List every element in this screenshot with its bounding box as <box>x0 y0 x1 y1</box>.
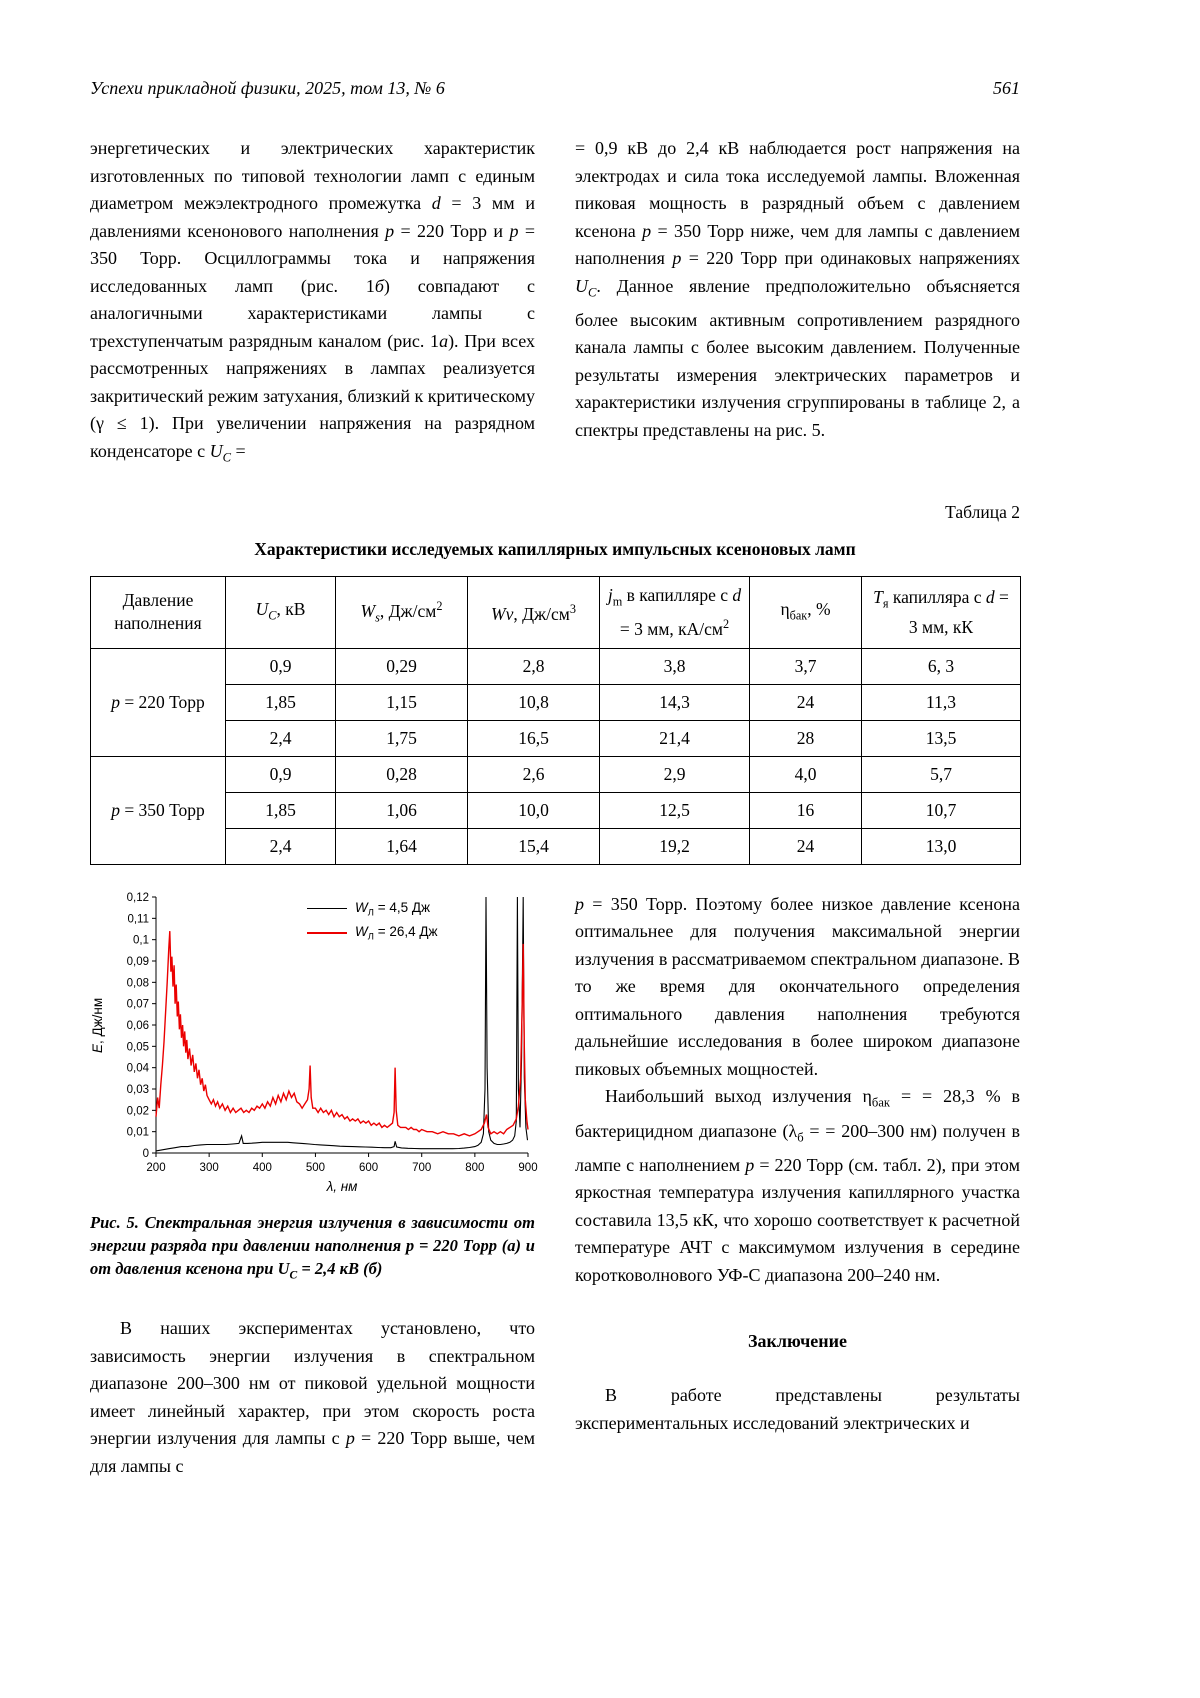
svg-text:0,04: 0,04 <box>126 1062 149 1075</box>
lamp-characteristics-table <box>90 576 1021 865</box>
svg-text:900: 900 <box>518 1161 538 1174</box>
table-cell: 14,3 <box>600 684 750 720</box>
paragraph-left-1: энергетических и электрических характеристик изготовленных по типовой технологии ламп с единым диаметром межэлектродного промежутка d = 3 мм и давлениями ксенонового наполнения p = 220 Торр и p = 350 Торр. Осциллограммы тока и напряжения исследованных ламп (рис. 1б) совпадают с аналогичными характеристиками лампы с трехступенчатым разрядным каналом (рис. 1а). При всех рассмотренных напряжениях в лампах реализуется закритический режим затухания, близкий к критическому (γ ≤ 1). При увеличении напряжения на разрядном конденсаторе с $U_C$ = <box>90 138 536 465</box>
table-header-row <box>91 576 1021 648</box>
table-cell: 21,4 <box>600 720 750 756</box>
svg-text:800: 800 <box>465 1161 485 1174</box>
table-cell: 10,8 <box>468 684 600 720</box>
legend-line-red <box>307 932 347 933</box>
intro-columns <box>90 135 1020 472</box>
table-cell: 4,0 <box>750 756 862 792</box>
svg-text:0,1: 0,1 <box>133 934 149 947</box>
svg-text:600: 600 <box>358 1161 379 1174</box>
table-cell: 2,9 <box>600 756 750 792</box>
svg-text:700: 700 <box>412 1161 432 1174</box>
table-cell: 5,7 <box>862 756 1021 792</box>
figure-5 <box>90 891 538 1287</box>
table-cell: 0,9 <box>226 648 336 684</box>
table-cell: 13,0 <box>862 828 1021 864</box>
svg-text:200: 200 <box>146 1161 166 1174</box>
table-cell: 11,3 <box>862 684 1021 720</box>
svg-text:0,01: 0,01 <box>126 1126 149 1139</box>
table-cell: 28 <box>750 720 862 756</box>
page-number: 561 <box>993 78 1020 98</box>
svg-text:0,05: 0,05 <box>126 1041 149 1054</box>
table-cell: 6, 3 <box>862 648 1021 684</box>
table-cell: 2,6 <box>468 756 600 792</box>
table-cell: 13,5 <box>862 720 1021 756</box>
column-header-jm: $j_m$ в капилляре с d = 3 мм, $кА/см^2$ <box>600 576 750 648</box>
journal-title: Успехи прикладной физики, 2025, том 13, № 6 <box>90 78 445 98</box>
column-header-t: $T_я$ капилляра с d = 3 мм, кК <box>862 576 1021 648</box>
table-cell: 12,5 <box>600 792 750 828</box>
figure-caption: Рис. 5. Спектральная энергия излучения в зависимости от энергии разряда при давлении наполнения p = 220 Торр (а) и от давления ксенона при $U_C = 2,4$ кВ (б) <box>90 1212 535 1282</box>
column-header-uc: $U_C$, кВ <box>226 576 336 648</box>
legend-entry-red <box>307 921 438 945</box>
right-column-bottom <box>575 891 1020 1480</box>
table-cell: 1,06 <box>336 792 468 828</box>
table-row <box>91 828 1021 864</box>
chart-legend <box>307 897 438 945</box>
column-header-wv: Wv, $Дж/см^3$ <box>468 576 600 648</box>
legend-line-black <box>307 908 347 909</box>
table-cell: 2,4 <box>226 720 336 756</box>
lower-columns <box>90 891 1020 1480</box>
table-cell: 1,64 <box>336 828 468 864</box>
svg-text:0,08: 0,08 <box>126 977 149 990</box>
table-row <box>91 720 1021 756</box>
svg-text:0,03: 0,03 <box>126 1083 149 1096</box>
paragraph-left-2: В наших экспериментах установлено, что зависимость энергии излучения в спектральном диапазоне 200–300 нм от пиковой удельной мощности имеет линейный характер, при этом скорость роста энергии излучения для лампы с p = 220 Торр выше, чем для лампы с <box>90 1318 536 1476</box>
table-label: Таблица 2 <box>945 501 1020 522</box>
table-cell: 3,7 <box>750 648 862 684</box>
table-cell: 24 <box>750 828 862 864</box>
pressure-group-220: p = 220 Торр <box>91 648 226 756</box>
paragraph-right-4: В работе представлены результаты экспериментальных исследований электрических и <box>575 1385 1020 1433</box>
table-cell: 16,5 <box>468 720 600 756</box>
left-column-top <box>90 135 535 472</box>
svg-text:0,09: 0,09 <box>126 955 149 968</box>
table-row <box>91 684 1021 720</box>
svg-text:0,11: 0,11 <box>127 913 149 926</box>
table-cell: 10,0 <box>468 792 600 828</box>
table-row <box>91 756 1021 792</box>
table-cell: 19,2 <box>600 828 750 864</box>
svg-text:300: 300 <box>199 1161 219 1174</box>
table-cell: 1,85 <box>226 684 336 720</box>
spectrum-chart <box>92 891 538 1199</box>
table-cell: 15,4 <box>468 828 600 864</box>
table-cell: 2,8 <box>468 648 600 684</box>
table-row <box>91 648 1021 684</box>
legend-label-red: $W_Л = 26,4$ Дж <box>355 923 438 943</box>
table-cell: 1,85 <box>226 792 336 828</box>
svg-text:0,07: 0,07 <box>126 998 149 1011</box>
svg-text:0,12: 0,12 <box>126 891 149 904</box>
table-cell: 0,29 <box>336 648 468 684</box>
conclusion-heading: Заключение <box>748 1331 847 1352</box>
pressure-group-350: p = 350 Торр <box>91 756 226 864</box>
table-cell: 16 <box>750 792 862 828</box>
table-cell: 10,7 <box>862 792 1021 828</box>
table-cell: 1,15 <box>336 684 468 720</box>
left-column-bottom <box>90 891 538 1480</box>
table-cell: 24 <box>750 684 862 720</box>
svg-text:500: 500 <box>305 1161 326 1174</box>
svg-text:400: 400 <box>252 1161 272 1174</box>
table-cell: 2,4 <box>226 828 336 864</box>
table-row <box>91 792 1021 828</box>
table-cell: 1,75 <box>336 720 468 756</box>
paragraph-right-1: = 0,9 кВ до 2,4 кВ наблюдается рост напряжения на электродах и сила тока исследуемой лампы. Вложенная пиковая мощность в разрядный объем с давлением ксенона p = 350 Торр ниже, чем для лампы с давлением наполнения p = 220 Торр при одинаковых напряжениях $U_C$. Данное явление предположительно объясняется более высоким активным сопротивлением разрядного канала лампы с более высоким давлением. Полученные результаты измерения электрических параметров и характеристики излучения сгруппированы в таблице 2, а спектры представлены на рис. 5. <box>575 138 1020 440</box>
legend-entry-black <box>307 897 438 921</box>
right-column-top <box>575 135 1020 472</box>
paragraph-right-3: Наибольший выход излучения $\eta_{бак}$ = = 28,3 % в бактерицидном диапазоне ($\lambda_б$ = = 200–300 нм) получен в лампе с наполнением p = 220 Торр (см. табл. 2), при этом яркостная температура излучения капиллярного участка составила 13,5 кК, что хорошо соответствует к расчетной температуре АЧТ с максимумом излучения в середине коротковолнового УФ-С диапазона 200–240 нм. <box>575 1086 1020 1285</box>
table-cell: 3,8 <box>600 648 750 684</box>
y-axis-label: E , Дж/нм <box>90 997 105 1053</box>
column-header-pressure: Давление наполнения <box>91 576 226 648</box>
table-cell: 0,9 <box>226 756 336 792</box>
column-header-ws: $W_s$, $Дж/см^2$ <box>336 576 468 648</box>
legend-label-black: $W_Л = 4,5$ Дж <box>355 899 431 919</box>
svg-text:0,02: 0,02 <box>126 1105 149 1118</box>
table-cell: 0,28 <box>336 756 468 792</box>
column-header-eta: $\eta_{бак}$, % <box>750 576 862 648</box>
table-title: Характеристики исследуемых капиллярных импульсных ксеноновых ламп <box>254 538 856 559</box>
svg-text:0,06: 0,06 <box>126 1019 149 1032</box>
svg-text:0: 0 <box>142 1147 149 1160</box>
svg-text:λ, нм: λ, нм <box>326 1178 358 1194</box>
paragraph-right-2: p = 350 Торр. Поэтому более низкое давление ксенона оптимальнее для получения максимальной энергии излучения в рассматриваемом спектральном диапазоне. В то же время для окончательного определения оптимального давления наполнения требуются дальнейшие исследования в более широком диапазоне пиковых объемных мощностей. <box>575 893 1020 1079</box>
page-header <box>90 78 1020 99</box>
